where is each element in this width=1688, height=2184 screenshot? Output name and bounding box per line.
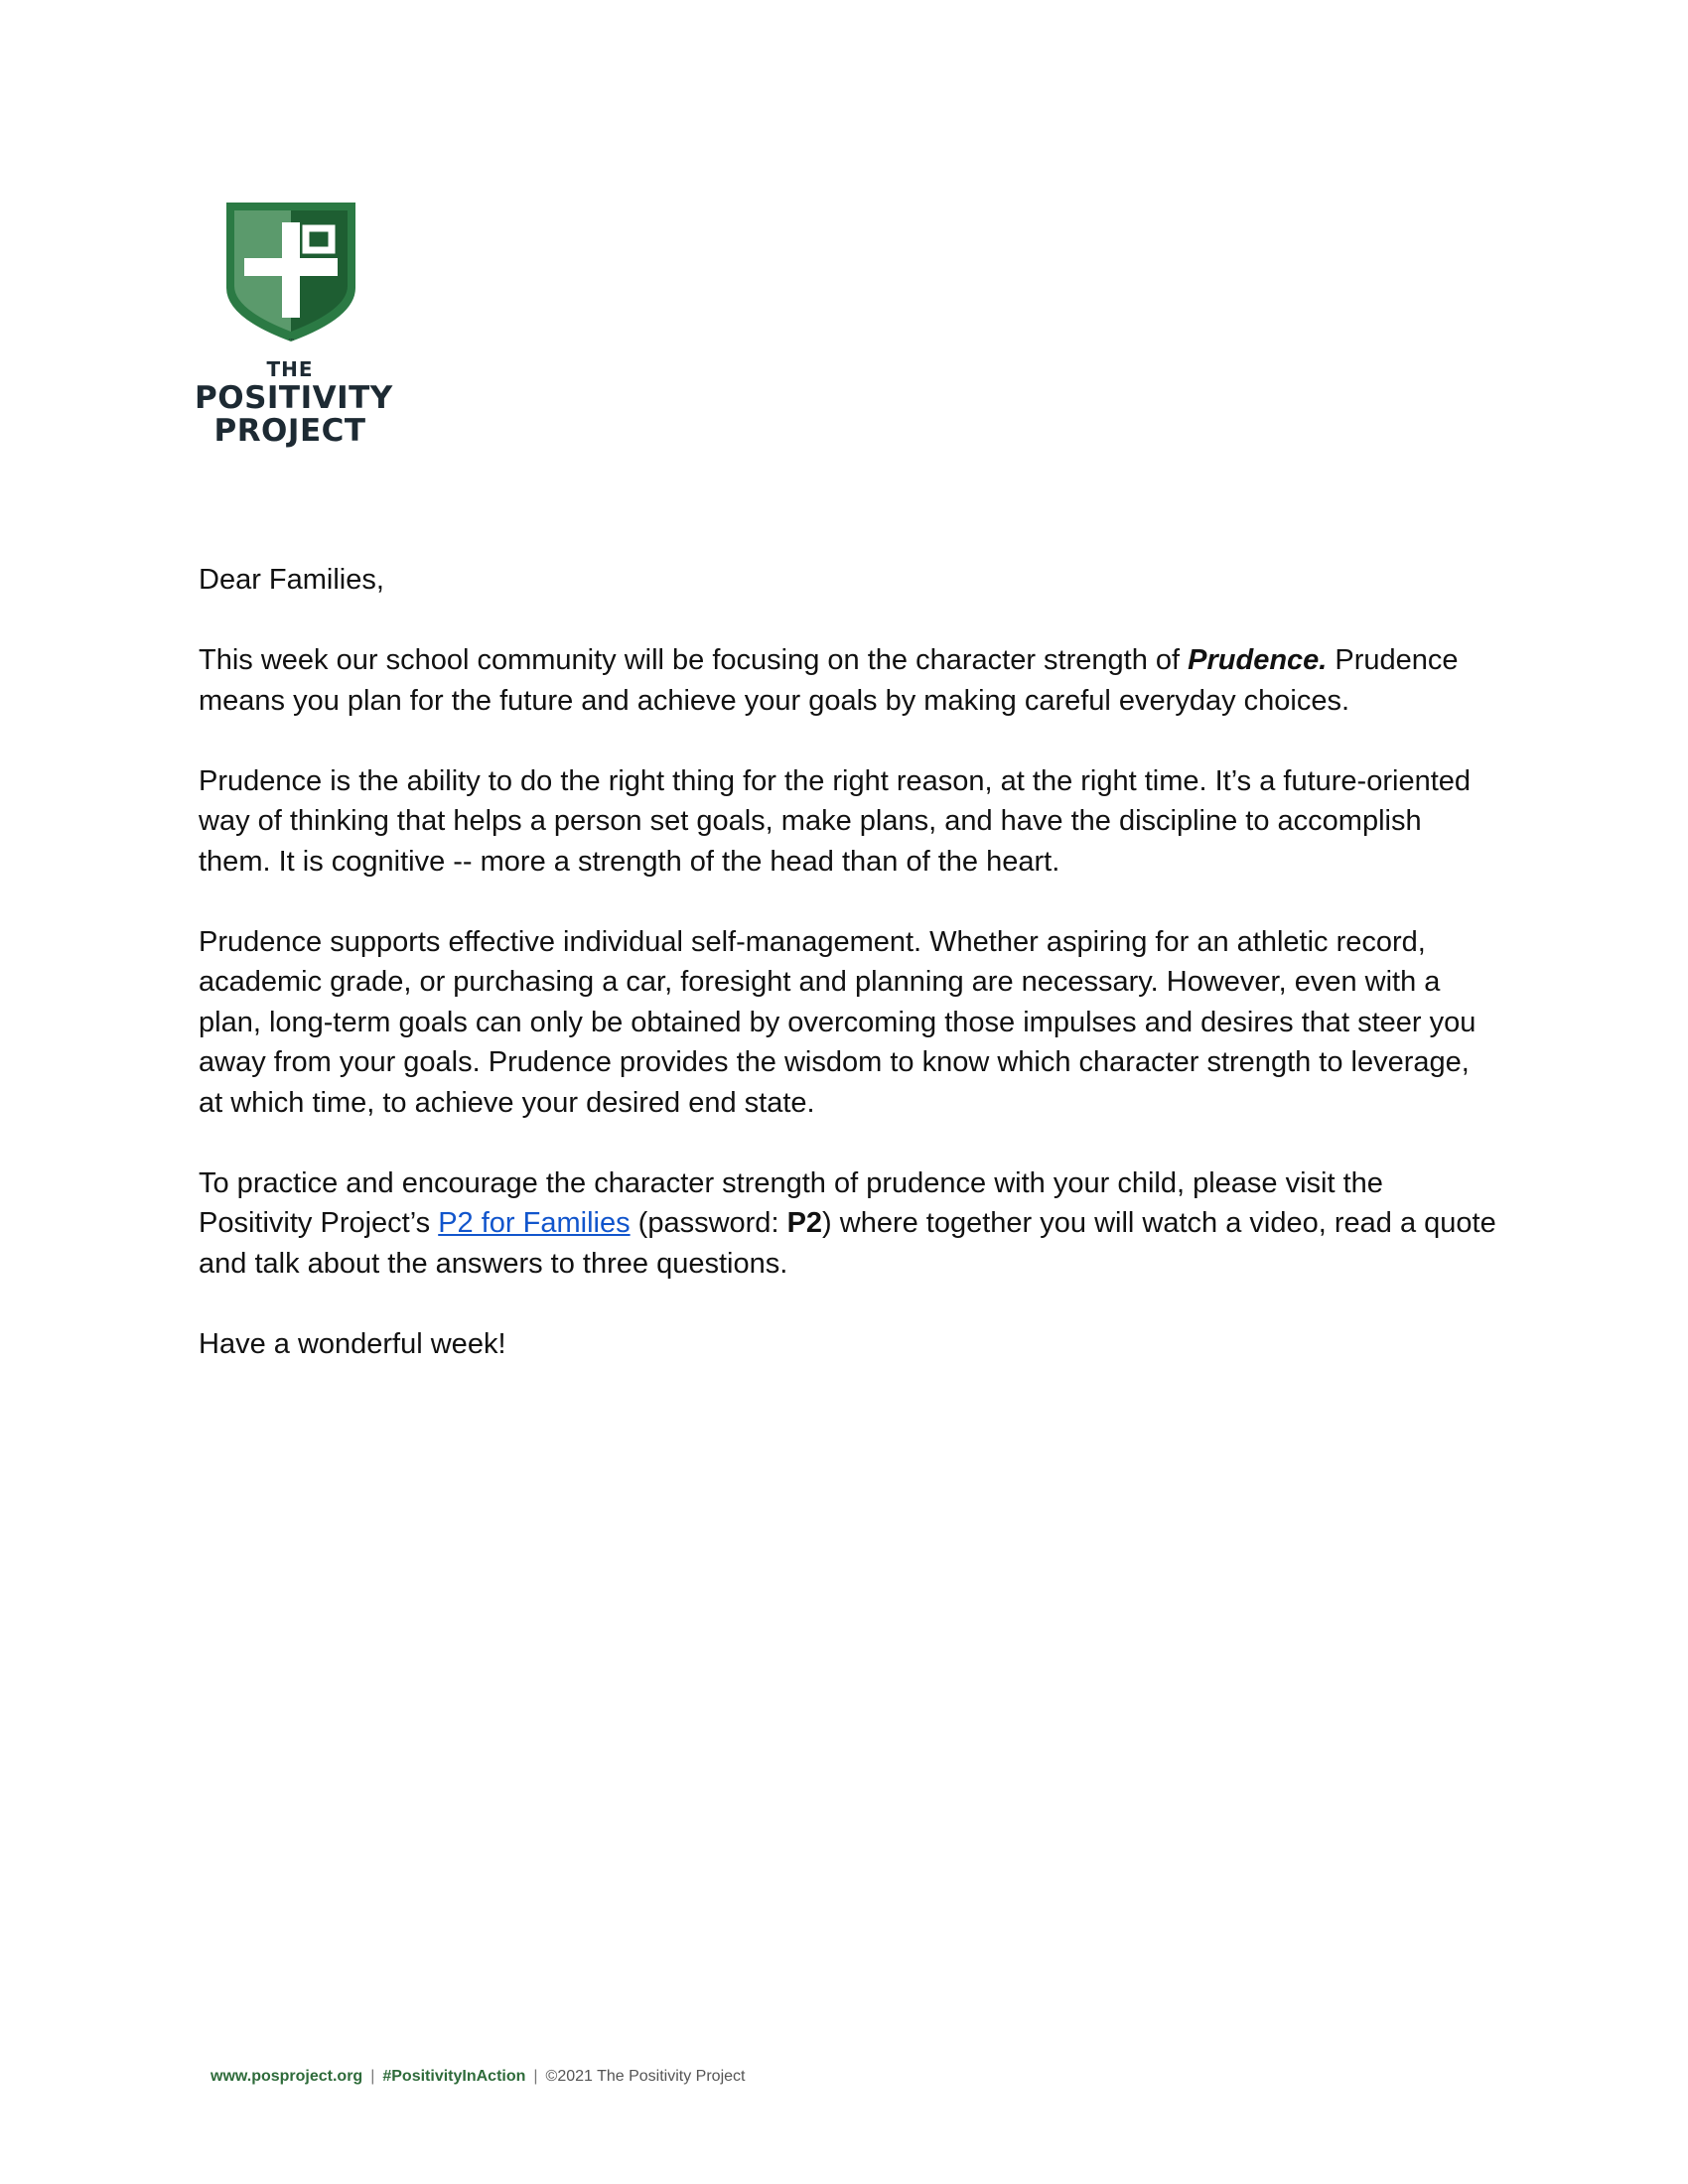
trademark-mark: ™ xyxy=(288,338,295,345)
logo-text-project: PROJECT xyxy=(213,413,366,449)
shield-cross-logo-icon xyxy=(220,197,361,345)
practice-text-before: To practice and encourage the character strength of prudence with your child, please visit the Positivity Project’s xyxy=(199,1166,1383,1239)
p2-for-families-link[interactable]: P2 for Families xyxy=(438,1207,631,1239)
practice-text-middle: (password: xyxy=(630,1207,787,1239)
letter-body xyxy=(199,560,1499,1405)
footer-copyright: ©2021 The Positivity Project xyxy=(545,2068,746,2085)
footer-website-link[interactable]: www.posproject.org xyxy=(211,2068,363,2085)
logo-text-the: THE xyxy=(266,357,314,381)
footer-separator: | xyxy=(533,2068,538,2085)
password-value: P2 xyxy=(786,1207,823,1239)
footer-separator: | xyxy=(370,2068,375,2085)
letter-closing: Have a wonderful week! xyxy=(199,1327,506,1360)
character-strength-name: Prudence. xyxy=(1188,644,1328,676)
practice-text-after: ) where together you will watch a video, read a quote and talk about the answers to three questions. xyxy=(199,1207,1496,1280)
footer-hashtag: #PositivityInAction xyxy=(382,2068,526,2085)
letter-paragraph-definition: Prudence is the ability to do the right thing for the right reason, at the right time. It’s a future-oriented way of thinking that helps a person set goals, make plans, and have the discipline to accomplish them. It is cognitive -- more a strength of the head than of the heart. xyxy=(199,764,1472,878)
logo-text-positivity: POSITIVITY xyxy=(195,380,393,416)
intro-text-before: This week our school community will be focusing on the character strength of xyxy=(199,644,1189,676)
positivity-project-logo xyxy=(195,197,393,449)
letter-greeting: Dear Families, xyxy=(199,564,384,596)
page-footer xyxy=(211,2068,745,2086)
letter-paragraph-practice xyxy=(199,1163,1499,1285)
intro-text-after: Prudence means you plan for the future and achieve your goals by making careful everyday choices. xyxy=(199,644,1459,717)
letter-paragraph-intro xyxy=(199,640,1499,721)
letter-paragraph-self-management: Prudence supports effective individual self-management. Whether aspiring for an athletic record, academic grade, or purchasing a car, foresight and planning are necessary. However, even with a plan, long-term goals can only be obtained by overcoming those impulses and desires that steer you away from your goals. Prudence provides the wisdom to know which character strength to leverage, at which time, to achieve your desired end state. xyxy=(199,925,1477,1119)
